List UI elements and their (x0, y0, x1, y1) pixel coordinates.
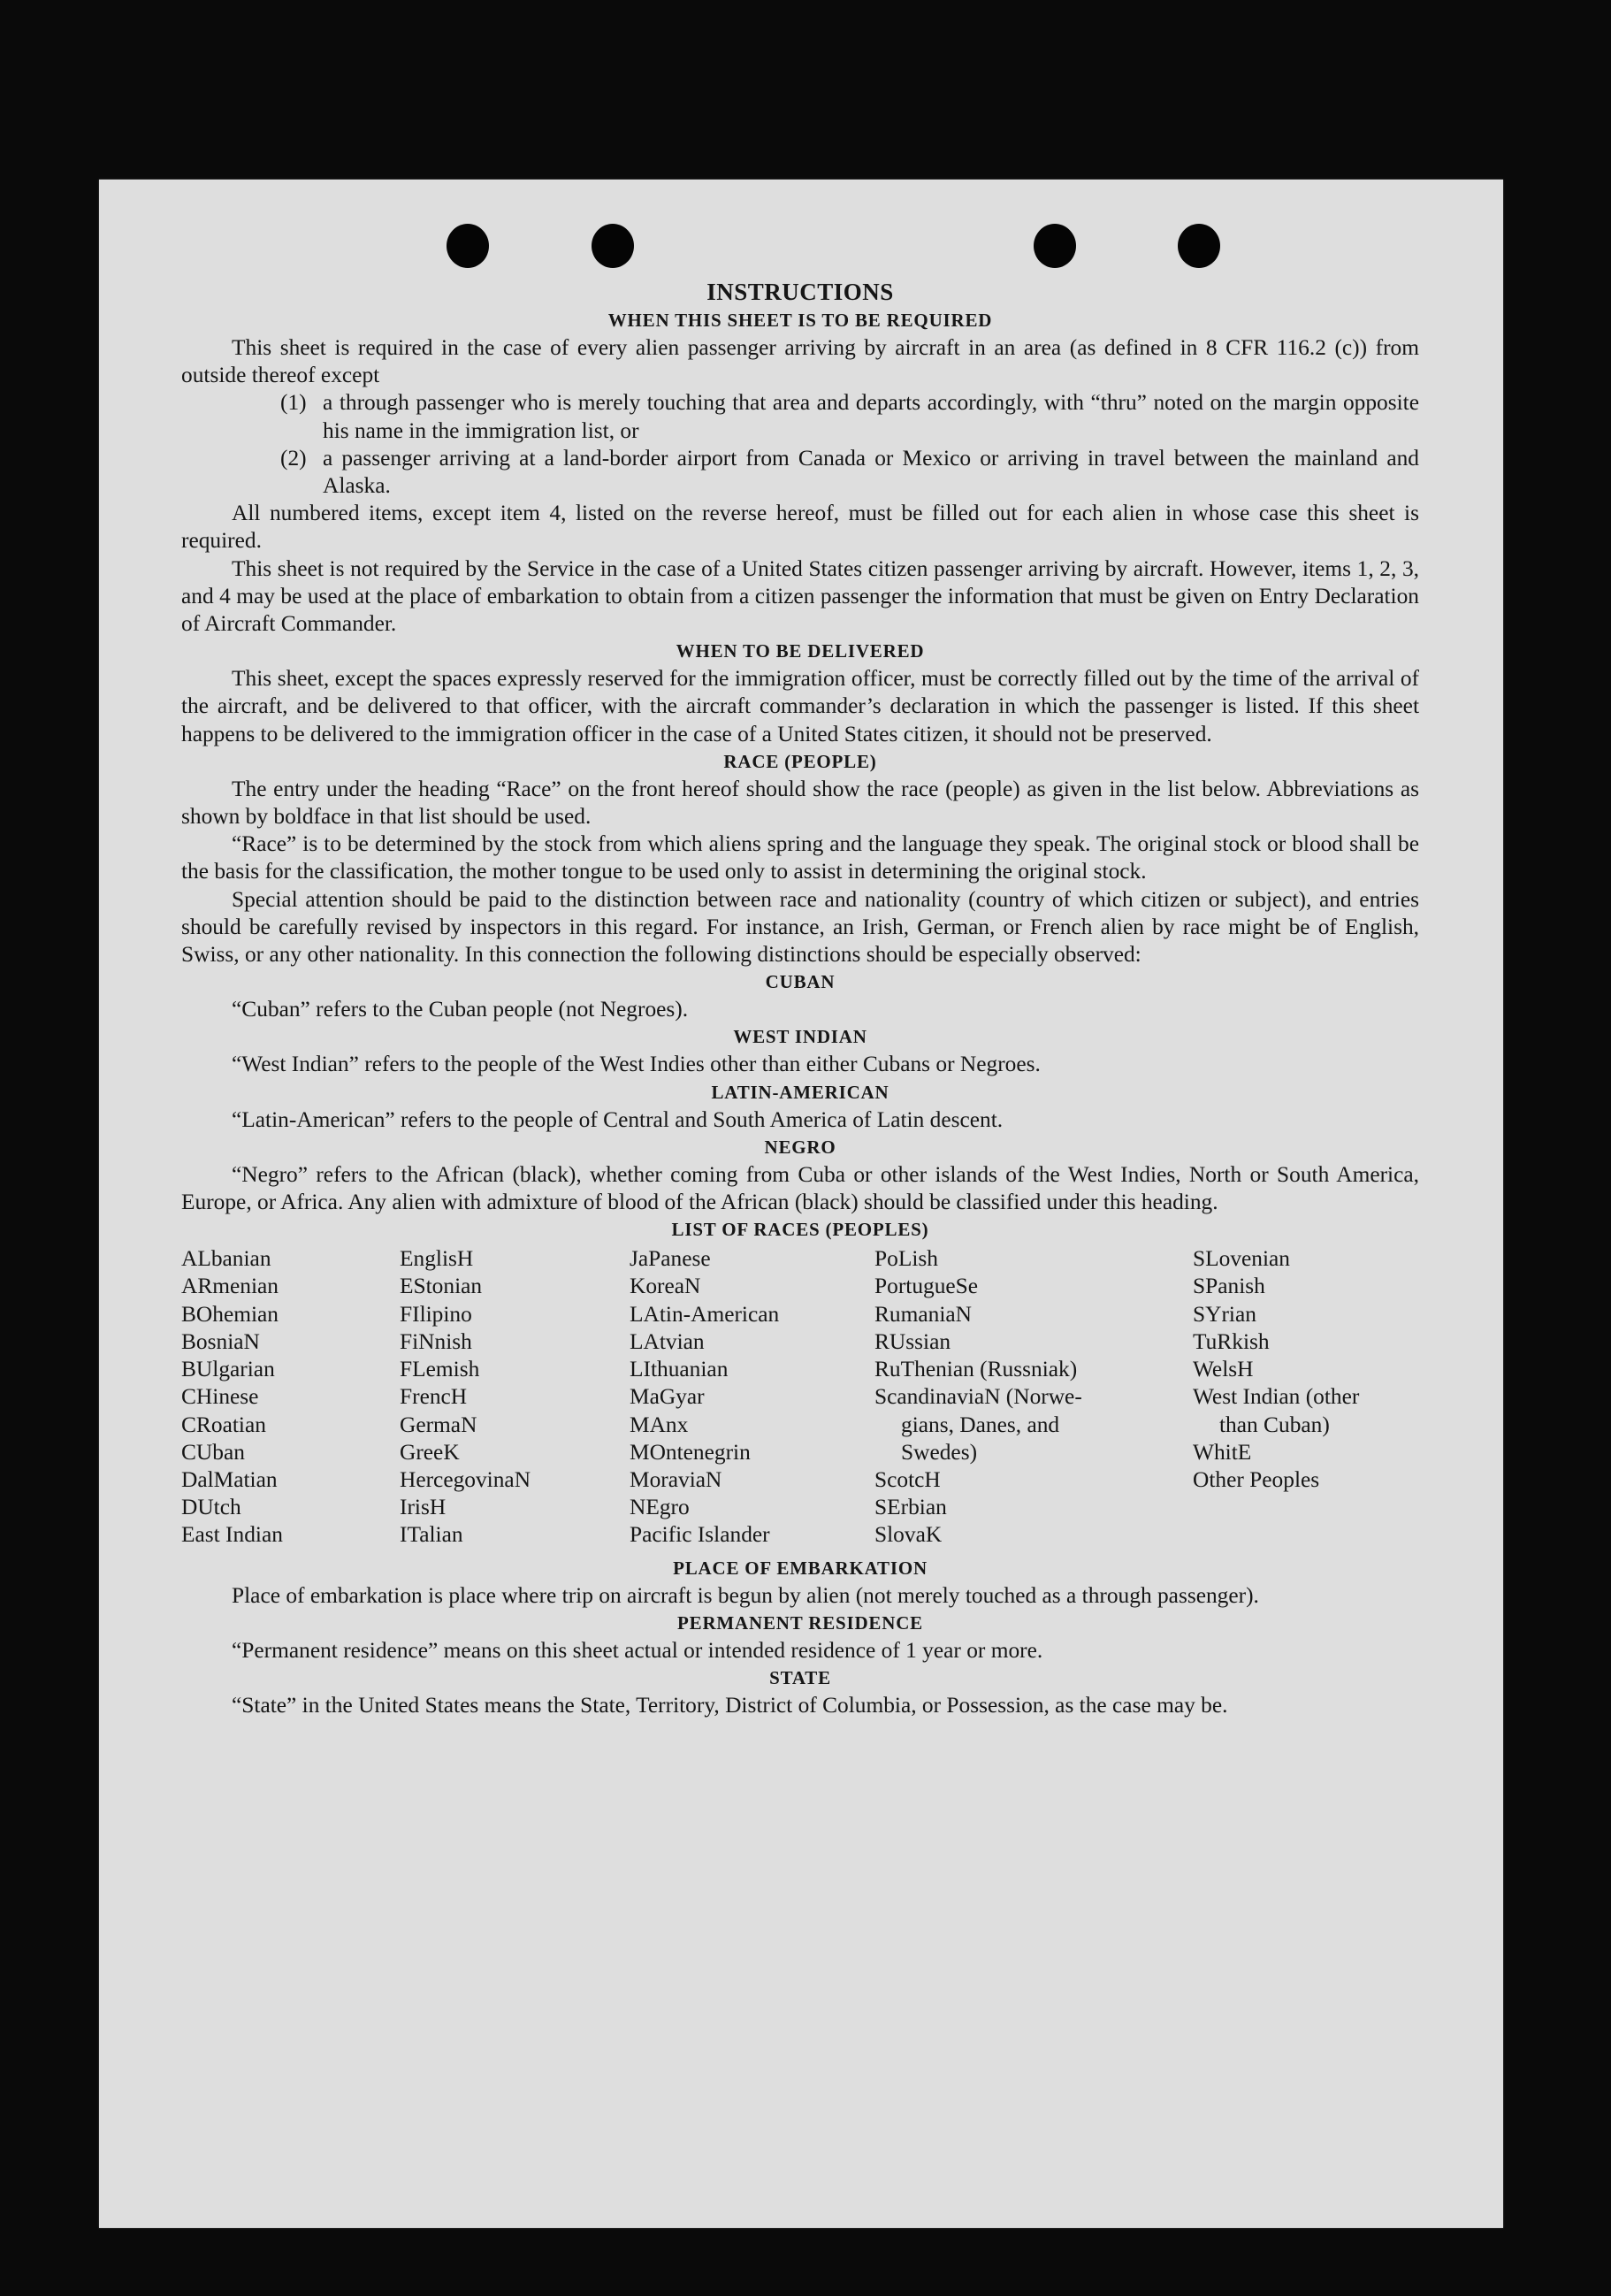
race-entry: East Indian (181, 1522, 283, 1548)
race-entry: SYrian (1193, 1301, 1256, 1327)
cuban-text: “Cuban” refers to the Cuban people (not Negroes). (232, 997, 689, 1022)
race-entry: Other Peoples (1193, 1466, 1320, 1492)
punch-hole (1034, 224, 1076, 268)
race-entry: HercegovinaN (400, 1466, 531, 1492)
race-entry: ALbanian (181, 1246, 271, 1272)
race-entry: MAnx (630, 1412, 689, 1437)
race-entry: CHinese (181, 1384, 259, 1410)
permanent-residence-text: “Permanent residence” means on this sheet actual or intended residence of 1 year or more. (232, 1637, 1043, 1663)
race-entry: EnglisH (400, 1246, 474, 1272)
punch-hole (592, 224, 634, 268)
race-entry: RumaniaN (874, 1301, 973, 1327)
race-entry: PoLish (874, 1246, 938, 1272)
west-indian-text: “West Indian” refers to the people of the West Indies other than either Cubans or Negroes. (232, 1052, 1041, 1077)
race-entry-continuation: gians, Danes, and (901, 1412, 1060, 1437)
race-entry: TuRkish (1193, 1328, 1270, 1354)
race-entry: MoraviaN (630, 1466, 722, 1492)
heading-when-required: WHEN THIS SHEET IS TO BE REQUIRED (607, 310, 993, 331)
when-required-intro: This sheet is required in the case of every alien passenger arriving by aircraft in an area (as defined in 8 CFR 116.2 (c)) from outside thereof except (181, 335, 1419, 388)
exception-item (280, 389, 1419, 444)
race-entry: MOntenegrin (630, 1439, 751, 1465)
race-entry: RUssian (874, 1328, 951, 1354)
race-column (400, 1245, 630, 1549)
instructions-content (181, 277, 1419, 1719)
punch-hole (1178, 224, 1220, 268)
race-entry: WelsH (1193, 1357, 1254, 1382)
heading-permanent-residence: PERMANENT RESIDENCE (677, 1611, 923, 1634)
race-entry: RuThenian (Russniak) (874, 1357, 1078, 1382)
race-entry: FIlipino (400, 1301, 472, 1327)
race-entry: PortugueSe (874, 1274, 979, 1299)
state-text: “State” in the United States means the State, Territory, District of Columbia, or Possession, as the case may be. (232, 1692, 1228, 1718)
race-entry-continuation: Swedes) (901, 1439, 978, 1465)
race-entry: West Indian (other (1193, 1384, 1360, 1410)
race-entry: SErbian (874, 1495, 947, 1520)
race-entry: DalMatian (181, 1466, 278, 1492)
numbered-items-paragraph: All numbered items, except item 4, listed on the reverse hereof, must be filled out for each alien in whose case this sheet is required. (181, 501, 1419, 554)
exception-item-number: (1) (280, 390, 307, 416)
race-entry: Pacific Islander (630, 1522, 770, 1548)
heading-west-indian: WEST INDIAN (733, 1026, 867, 1048)
document-sheet (99, 180, 1503, 2228)
race-entry: LAtvian (630, 1328, 705, 1354)
negro-text: “Negro” refers to the African (black), whether coming from Cuba or other islands of the West Indies, North or South America, Europe, or Africa. Any alien with admixture of blood of the African (black) should be classified under this heading. (181, 1161, 1419, 1215)
race-paragraph-3: Special attention should be paid to the distinction between race and nationality (country of which citizen or subject), and entries should be carefully revised by inspectors in this regard. For instance, an Irish, German, or French alien by race might be of English, Swiss, or any other nationality. In this connection the following distinctions should be especially observed: (181, 886, 1419, 968)
race-entry: SlovaK (874, 1522, 943, 1548)
race-entry: JaPanese (630, 1246, 711, 1272)
race-entry: WhitE (1193, 1439, 1252, 1465)
race-column (1193, 1245, 1419, 1549)
race-entry-continuation: than Cuban) (1219, 1412, 1330, 1437)
heading-place-of-embarkation: PLACE OF EMBARKATION (673, 1557, 928, 1579)
race-entry: BOhemian (181, 1301, 279, 1327)
race-entry: KoreaN (630, 1274, 701, 1299)
race-entry: ARmenian (181, 1274, 279, 1299)
heading-cuban: CUBAN (765, 971, 836, 993)
race-entry: FrencH (400, 1384, 468, 1410)
race-entry: BUlgarian (181, 1357, 275, 1382)
race-entry: GermaN (400, 1412, 477, 1437)
exception-item-text: a through passenger who is merely touching that area and departs accordingly, with “thru” noted on the margin opposite his name in the immigration list, or (323, 390, 1419, 443)
race-paragraph-2: “Race” is to be determined by the stock from which aliens spring and the language they speak. The original stock or blood shall be the basis for the classification, the mother tongue to be used only to assist in determining the original stock. (181, 831, 1419, 884)
heading-state: STATE (769, 1666, 831, 1688)
race-entry: ScotcH (874, 1466, 941, 1492)
race-column (630, 1245, 874, 1549)
race-entry: FiNnish (400, 1328, 472, 1354)
race-entry: IrisH (400, 1495, 447, 1520)
race-entry: CRoatian (181, 1412, 266, 1437)
place-of-embarkation-text: Place of embarkation is place where trip on aircraft is begun by alien (not merely touched as a through passenger). (232, 1582, 1259, 1608)
race-entry: BosniaN (181, 1328, 260, 1354)
race-entry: LIthuanian (630, 1357, 729, 1382)
when-delivered-text: This sheet, except the spaces expressly reserved for the immigration officer, must be correctly filled out by the time of the arrival of the aircraft, and be delivered to that officer, with the aircraft commander’s declaration in which the passenger is listed. If this sheet happens to be delivered to the immigration officer in the case of a United States citizen, it should not be preserved. (181, 666, 1419, 746)
race-entry: MaGyar (630, 1384, 705, 1410)
latin-american-text: “Latin-American” refers to the people of Central and South America of Latin descent. (232, 1106, 1004, 1132)
race-entry: SLovenian (1193, 1246, 1291, 1272)
punch-hole (447, 224, 489, 268)
heading-when-delivered: WHEN TO BE DELIVERED (676, 640, 925, 662)
race-paragraph-1: The entry under the heading “Race” on the front hereof should show the race (people) as given in the list below. Abbreviations as shown by boldface in that list should be used. (181, 776, 1419, 830)
exception-item-text: a passenger arriving at a land-border airport from Canada or Mexico or arriving in travel between the mainland and Alaska. (323, 445, 1419, 499)
exception-item-number: (2) (280, 445, 307, 471)
race-entry: ITalian (400, 1522, 463, 1548)
race-entry: EStonian (400, 1274, 483, 1299)
race-entry: NEgro (630, 1495, 690, 1520)
heading-negro: NEGRO (764, 1136, 836, 1158)
race-list (181, 1245, 1419, 1549)
heading-latin-american: LATIN-AMERICAN (711, 1081, 889, 1103)
race-entry: FLemish (400, 1357, 480, 1382)
race-entry: ScandinaviaN (Norwe- (874, 1384, 1082, 1410)
race-entry: DUtch (181, 1495, 241, 1520)
exception-item (280, 445, 1419, 500)
race-entry: LAtin-American (630, 1301, 780, 1327)
page-title: INSTRUCTIONS (706, 279, 894, 305)
race-entry: SPanish (1193, 1274, 1265, 1299)
race-entry: CUban (181, 1439, 245, 1465)
citizen-paragraph: This sheet is not required by the Service in the case of a United States citizen passenger arriving by aircraft. However, items 1, 2, 3, and 4 may be used at the place of embarkation to obtain from a citizen passenger the information that must be given on Entry Declaration of Aircraft Commander. (181, 555, 1419, 637)
heading-list-of-races: LIST OF RACES (PEOPLES) (671, 1219, 929, 1241)
race-entry: GreeK (400, 1439, 460, 1465)
race-column (874, 1245, 1193, 1549)
race-column (181, 1245, 400, 1549)
heading-race: RACE (PEOPLE) (723, 750, 877, 772)
